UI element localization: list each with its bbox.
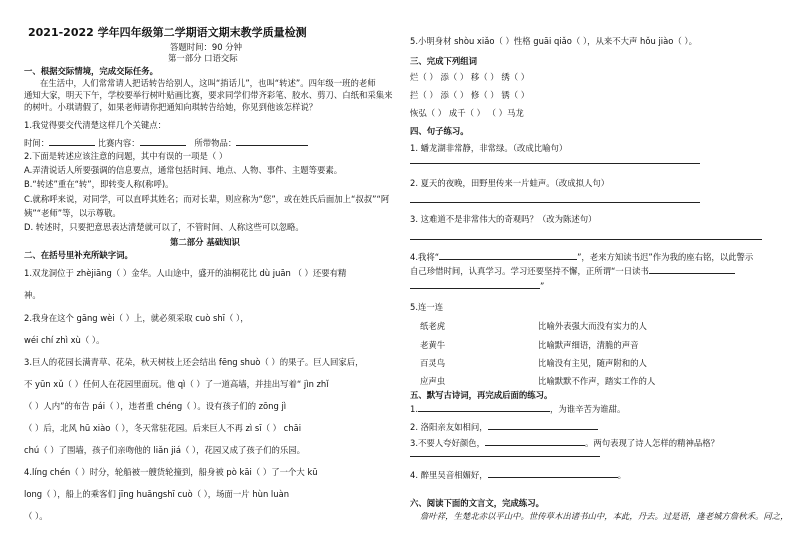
fill-line: 4.líng chén（ ）时分，轮船被一艘货轮撞到，船身被 pò kāi（ ）了一个大 kū — [24, 467, 318, 477]
part-one-heading: 第一部分 口语交际 — [168, 53, 238, 63]
poem-line-3 — [410, 436, 719, 449]
fill-line: 2.我身在这个 gāng wèi（ ）上，就必须采取 cuò shī（ ）， — [24, 313, 249, 323]
match-term[interactable]: 纸老虎 — [420, 321, 446, 331]
sentence-4-mid: ”，老来方知读书迟”作为我的座右铭，以此警示 — [577, 252, 754, 262]
fill-line: （ ）后，北风 hū xiào（ ），冬天常驻花园。后来巨人不再 zì sī（ ） chāi — [24, 423, 302, 433]
exam-duration: 答题时间：90 分钟 — [170, 42, 242, 52]
content-blank[interactable] — [140, 136, 186, 146]
section-six-heading: 六、阅读下面的文言文，完成练习。 — [410, 498, 544, 508]
saying-blank[interactable] — [649, 264, 735, 274]
fill-line: 3.巨人的花园长满青草、花朵，秋天树枝上还会结出 fēng shuò（ ）的果子。巨人回家后， — [24, 357, 364, 367]
match-meaning[interactable]: 比喻没有主见，随声附和的人 — [538, 358, 647, 368]
sentence-4 — [410, 250, 753, 263]
classical-text: 詹叶祥，生楚北赤以平山中。世传草木出诸书山中，本此，丹去。过是语，逢老城方詹秋禾。同之， — [420, 511, 789, 521]
option-c-cont: 姨”“老师”等，以示尊敬。 — [24, 208, 121, 218]
poem-4-text: 4. 醉里吴音相媚好， — [410, 470, 488, 480]
word-row: 拦（ ） 添（ ） 修（ ） 锈（ ） — [410, 90, 530, 100]
match-meaning[interactable]: 比喻默声细语，清脆的声音 — [538, 340, 639, 350]
match-meaning[interactable]: 比喻外表强大而没有实力的人 — [538, 321, 647, 331]
poem-2-text: 2. 洛阳亲友如相问， — [410, 422, 488, 432]
match-term[interactable]: 老黄牛 — [420, 340, 446, 350]
poem-1-text: ，为谁辛苦为谁甜。 — [550, 404, 626, 414]
match-heading: 5.连一连 — [410, 302, 444, 312]
sentence-4-start: 4.我将“ — [410, 252, 440, 262]
content-label: 比赛内容： — [97, 138, 140, 148]
fill-line: 1.双龙洞位于 zhèjiāng（ ）金华。人山途中，盛开的油桐花比 dù juān （ ）还要有精 — [24, 268, 347, 278]
section-two-heading: 二、在括号里补充所缺字词。 — [24, 250, 133, 260]
items-blank[interactable] — [236, 136, 308, 146]
fill-line: （ ）。 — [24, 511, 48, 521]
fill-line: 不 yūn xǔ（ ）任何人在花园里面玩。他 qì（ ）了一道高墙，并挂出写着“ jìn zhǐ — [24, 379, 329, 389]
answer-line[interactable] — [410, 456, 600, 457]
question-1-2: 2.下面是转述应该注意的问题，其中有误的一项是（ ） — [24, 151, 228, 161]
poem-3-blank[interactable] — [485, 436, 585, 446]
saying-blank-2[interactable] — [410, 279, 540, 289]
poem-line-2 — [410, 420, 598, 433]
sentence-2: 2. 夏天的夜晚，田野里传来一片蛙声。（改成拟人句） — [410, 178, 610, 188]
poem-1-number: 1. — [410, 404, 418, 414]
section-five-heading: 五、默写古诗词，再完成后面的练习。 — [410, 390, 553, 400]
option-c: C.就称呼来说，对同学，可以直呼其姓名；而对长辈，则应称为“您”，或在姓氏后面加上“叔叔”“阿 — [24, 194, 390, 204]
sentence-4-end — [410, 279, 544, 292]
word-row: 烂（ ） 添（ ） 移（ ） 绣（ ） — [410, 72, 530, 82]
fill-line-5: 5.小明身材 shòu xiǎo（ ）性格 guāi qiǎo（ ），从来不大声 hǒu jiào（ ）。 — [410, 36, 697, 46]
question-1-1: 1.我觉得要交代清楚这样几个关键点： — [24, 120, 166, 130]
section-one-heading: 一、根据交际情境，完成交际任务。 — [24, 66, 158, 76]
word-row: 恢弘（ ） 成千（ ） （ ）马龙 — [410, 108, 524, 118]
option-b: B.“转述”重在“转”，即转变人称(称呼)。 — [24, 179, 174, 189]
sentence-4-line2: 自己珍惜时间，认真学习。学习还要坚持不懈，正所谓“一日读书 — [410, 266, 649, 276]
fill-line: 神。 — [24, 290, 41, 300]
poem-4-end: 。 — [617, 470, 627, 480]
poem-1-blank[interactable] — [418, 402, 550, 412]
match-meaning[interactable]: 比喻默默不作声，踏实工作的人 — [538, 376, 656, 386]
section-three-heading: 三、完成下列组词 — [410, 56, 477, 66]
poem-3-question: 。两句表现了诗人怎样的精神品格？ — [585, 438, 719, 448]
match-term[interactable]: 百灵鸟 — [420, 358, 446, 368]
sentence-1: 1. 蟠龙湖非常静，非常绿。（改成比喻句） — [410, 143, 568, 153]
passage-line: 通知大家，明天下午，学校要举行树叶贴画比赛，要求同学们带齐彩笔、胶水、剪刀、白纸和采集来 — [24, 90, 393, 100]
part-two-heading: 第二部分 基础知识 — [170, 237, 240, 247]
poem-line-4 — [410, 468, 626, 481]
answer-line[interactable] — [410, 202, 700, 203]
fill-line: （ ）人内”的布告 pái（ ），违者重 chéng（ ）。设有孩子们的 zōng jì — [24, 401, 287, 411]
exam-title: 2021-2022 学年四年级第二学期语文期末教学质量检测 — [28, 26, 307, 39]
motto-blank[interactable] — [439, 250, 577, 260]
match-term[interactable]: 应声虫 — [420, 376, 446, 386]
poem-3-text: 3.不要人夸好颜色， — [410, 438, 485, 448]
items-label: 所带物品： — [194, 138, 237, 148]
fill-line: long（ ），船上的乘客们 jīng huāngshī cuò（ ），场面一片 hùn luàn — [24, 489, 290, 499]
answer-line[interactable] — [410, 163, 700, 164]
poem-line-1 — [410, 402, 625, 415]
fill-line: chú（ ）了围墙，孩子们亲吻他的 liǎn jiá（ ），花园又成了孩子们的乐园。 — [24, 445, 306, 455]
poem-2-blank[interactable] — [488, 420, 598, 430]
poem-4-blank[interactable] — [488, 468, 618, 478]
time-label: 时间： — [24, 138, 50, 148]
sentence-4-cont — [410, 264, 735, 277]
option-a: A.弄清说话人所要强调的信息要点，通常包括时间、地点、人物、事件、主题等要素。 — [24, 165, 343, 175]
key-point-row — [24, 136, 308, 149]
close-quote: ” — [540, 281, 545, 291]
answer-line[interactable] — [410, 239, 762, 240]
section-four-heading: 四、句子练习。 — [410, 126, 469, 136]
option-d: D. 转述时，只要把意思表达清楚就可以了，不管时间、人称这些可以忽略。 — [24, 222, 304, 232]
passage-line: 的树叶。小琪请假了，如果老师请你把通知向琪转告给她，你见到他该怎样说？ — [24, 102, 318, 112]
sentence-3: 3. 这难道不是非常伟大的奇观吗？（改为陈述句） — [410, 214, 597, 224]
fill-line: wéi chí zhì xù（ ）。 — [24, 335, 105, 345]
time-blank[interactable] — [49, 136, 95, 146]
passage-line: 在生活中，人们常常请人把话转告给别人，这叫“捎话儿”，也叫“转述”。四年级一班的老师 — [40, 78, 376, 88]
